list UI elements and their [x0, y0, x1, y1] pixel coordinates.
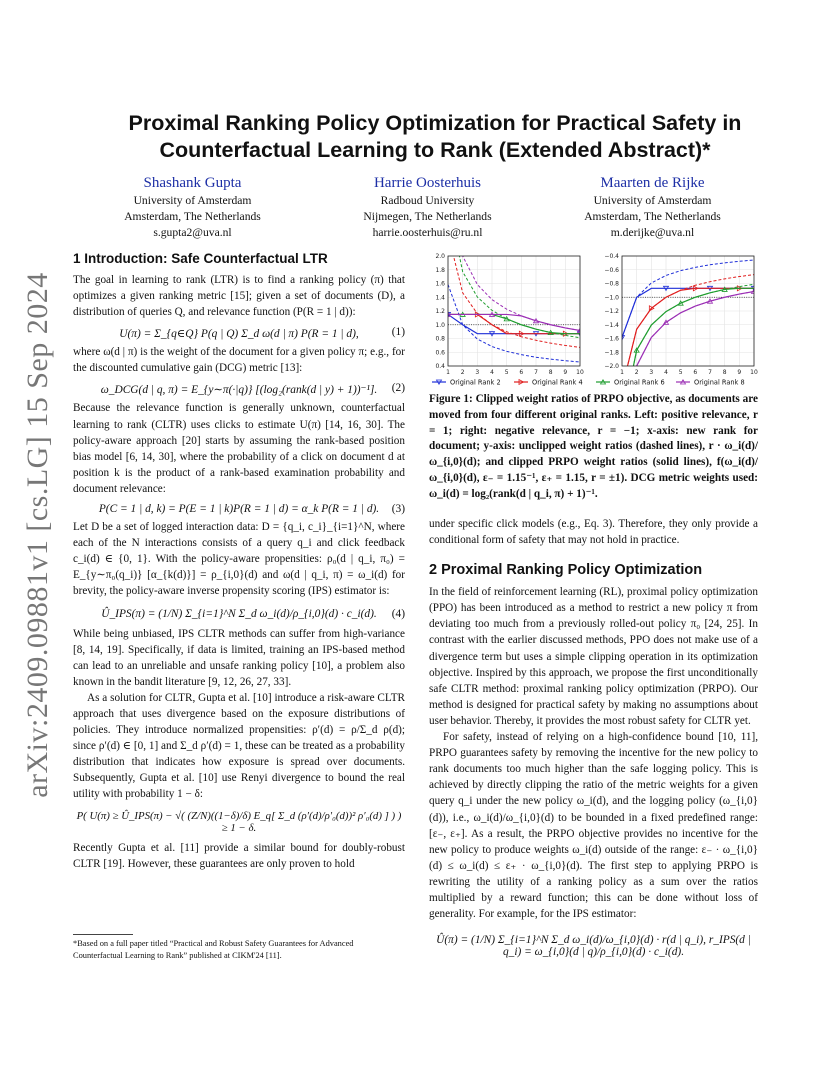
- series-unclipped-line: [448, 285, 580, 362]
- series-clipped-line: [448, 314, 580, 333]
- y-tick-label: −1.0: [604, 294, 619, 302]
- footnote: *Based on a full paper titled “Practical and Robust Safety Guarantees for Advanced Counterfactual Learning to Rank” published at CIKM'24 [11].: [73, 939, 354, 960]
- paragraph: where ω(d | π) is the weight of the document for a given policy π; e.g., for the discounted cumulative gain (DCG) metric [13]:: [73, 346, 405, 375]
- series-clipped-line: [448, 314, 580, 333]
- x-tick-label: 7: [534, 369, 538, 376]
- equation-5: P( U(π) ≥ Û_IPS(π) − √( (Z/N)((1−δ)/δ) E_q[ Σ_d (ρ′(d)/ρ′₀(d))² ρ′₀(d) ] ) ) ≥ 1 − δ.: [76, 809, 402, 834]
- y-tick-label: −0.4: [604, 253, 619, 260]
- author-name[interactable]: Shashank Gupta: [143, 175, 242, 191]
- author-email[interactable]: s.gupta2@uva.nl: [153, 226, 232, 239]
- equation-6: Û(π) = (1/N) Σ_{i=1}^N Σ_d ω_i(d)/ω_{i,0}(d) · r(d | q_i), r_IPS(d | q_i) = ω_{i,0}(d | q)/ρ_{i,0}(d) · c_i(d).: [436, 934, 751, 959]
- y-tick-label: 0.8: [435, 335, 445, 343]
- author-block-3: [555, 175, 750, 241]
- y-tick-label: −2.0: [604, 363, 619, 370]
- y-tick-label: 1.4: [435, 294, 445, 302]
- paper-title: Proximal Ranking Policy Optimization for Practical Safety in Counterfactual Learning to Rank (Extended Abstract)*: [128, 111, 742, 162]
- series-unclipped-line: [622, 260, 754, 337]
- x-tick-label: 10: [750, 369, 758, 376]
- y-tick-label: −1.4: [604, 321, 619, 329]
- paragraph: As a solution for CLTR, Gupta et al. [10] introduce a risk-aware CLTR approach that uses divergence based on the exposure distributions of policies. They introduce normalized propensities: ρ′(d) = ρ/Σ_d ρ(d); since ρ′(d) ∈ [0, 1] and Σ_d ρ′(d) = 1, these can be treated as a probability distribution that indicates how exposure is spread over documents. Subsequently, Gupta et al. [10] use Renyi divergence to bound the real utility with probability 1 − δ:: [73, 691, 405, 801]
- series-unclipped-line: [448, 250, 580, 331]
- equation-number: (3): [391, 503, 405, 516]
- author-email[interactable]: harrie.oosterhuis@ru.nl: [372, 226, 483, 239]
- x-tick-label: 6: [693, 369, 698, 376]
- x-tick-label: 3: [475, 369, 480, 376]
- y-tick-label: 1.2: [435, 308, 445, 315]
- right-plot-negative-relevance: [604, 253, 758, 390]
- author-block-2: [330, 175, 525, 241]
- x-tick-label: 5: [504, 369, 509, 376]
- equation-number: (4): [391, 607, 405, 620]
- legend-label: Original Rank 6: [614, 378, 665, 387]
- equation-4: [73, 608, 405, 620]
- right-column: [429, 516, 758, 958]
- x-tick-label: 9: [737, 369, 742, 376]
- arxiv-id: arXiv:2409.09881v1 [cs.LG] 15 Sep 2024: [21, 272, 54, 798]
- equation-body: P(C = 1 | d, k) = P(E = 1 | k)P(R = 1 | d) = α_k P(R = 1 | d).: [98, 503, 380, 516]
- x-tick-label: 9: [563, 369, 568, 376]
- section-2-heading: 2 Proximal Ranking Policy Optimization: [429, 562, 703, 579]
- y-tick-label: −1.8: [604, 349, 619, 357]
- x-tick-label: 8: [548, 369, 553, 376]
- x-tick-label: 2: [460, 369, 465, 376]
- paragraph: Because the relevance function is generally unknown, counterfactual learning to rank (CLTR) uses clicks to estimate U(π) [14, 16, 30]. The policy-aware approach [20] starts by assuming the rank-based position bias model [6, 14, 30], where the probability of a click on document d at position k is the product of a rank-based examination probability and document relevance:: [73, 402, 405, 495]
- legend-label: Original Rank 2: [450, 378, 501, 387]
- y-tick-label: 0.4: [435, 363, 445, 370]
- equation-2: [73, 382, 405, 396]
- legend-label: Original Rank 4: [532, 378, 583, 387]
- paragraph: Recently Gupta et al. [11] provide a similar bound for doubly-robust CLTR [19]. However, these guarantees are only proven to hold: [73, 841, 405, 870]
- figure-1-plots: [426, 250, 758, 390]
- author-affiliation: University of Amsterdam: [593, 194, 712, 207]
- paragraph: Let D be a set of logged interaction data: D = {q_i, c_i}_{i=1}^N, where each of the N interactions consists of a query q_i and click feedback c_i(d) ∈ {0, 1}. With the policy-aware propensities: ρ₀(d | q_i, π₀) = E_{y∼π₀(q_i)} [α_{k(d)}] = ρ_{i,0}(d) and ω(d | q_i, π) = ω_i(d) for brevity, the policy-aware inverse propensity scoring (IPS) estimator is:: [73, 521, 405, 598]
- paragraph: For safety, instead of relying on a high-confidence bound [10, 11], PRPO guarantees safety by removing the incentive for the new policy to rank documents too much higher than the safe logging policy. This is achieved by directly clipping the ratio of the metric weights for a given query q_i under the new policy ω_i(d), and the logging policy (ω_{i,0}(d)), i.e., ω_i(d)/ω_{i,0}(d) to be bounded in a fixed predefined range: [ε₋, ε₊]. As a result, the PRPO objective provides no incentive for the new policy to produce weights ω_i(d) outside of the range: ε₋ · ω_{i,0}(d) ≤ ω_i(d) ≤ ε₊ · ω_{i,0}(d). The first step to applying PRPO is rewriting the utility of a ranking policy as a sum over the ratios multiplied by a reward function; this can be done without loss of generality. For example, for the IPS estimator:: [429, 731, 758, 921]
- y-tick-label: 2.0: [435, 253, 445, 260]
- equation-body: ω_DCG(d | q, π) = E_{y∼π(·|q)} [(log₂(rank(d | y) + 1))⁻¹].: [100, 384, 378, 397]
- y-tick-label: −0.6: [604, 266, 619, 274]
- x-tick-label: 1: [446, 369, 450, 376]
- x-tick-label: 2: [634, 369, 639, 376]
- y-tick-label: −1.6: [604, 335, 619, 343]
- x-tick-label: 1: [620, 369, 624, 376]
- author-affiliation: University of Amsterdam: [133, 194, 252, 207]
- equation-number: (1): [391, 326, 405, 339]
- x-tick-label: 6: [519, 369, 524, 376]
- author-location: Nijmegen, The Netherlands: [363, 210, 492, 223]
- footnote-rule: [73, 934, 133, 935]
- y-tick-label: 1.6: [435, 280, 445, 288]
- series-clipped-line: [622, 288, 754, 390]
- paragraph: under specific click models (e.g., Eq. 3). Therefore, they only provide a conditional form of safety that may not hold in practice.: [429, 518, 758, 547]
- author-email[interactable]: m.derijke@uva.nl: [610, 226, 695, 239]
- y-tick-label: 1.0: [435, 321, 445, 329]
- series-clipped-line: [448, 314, 580, 333]
- equation-body: U(π) = Σ_{q∈Q} P(q | Q) Σ_d ω(d | π) P(R = 1 | d),: [119, 328, 359, 341]
- figure-1-caption: Figure 1: Clipped weight ratios of PRPO objective, as documents are moved from four different original ranks. Left: positive relevance, r = 1; right: negative relevance, r = −1; x-axis: new rank for document; y-axis: unclipped weight ratios (dashed lines), r · ω_i(d)/ω_{i,0}(d); and clipped PRPO weight ratios (solid lines), f(ω_i(d)/ω_{i,0}(d), ε₋ = 1.15⁻¹, ε₊ = 1.15, r = ±1). DCG metric weights used: ω_i(d) = log₂(rank(d | q_i, π) + 1)⁻¹.: [429, 393, 758, 500]
- figure-legend: [432, 378, 745, 386]
- x-tick-label: 7: [708, 369, 712, 376]
- left-plot-positive-relevance: [435, 250, 584, 376]
- equation-3: [73, 503, 405, 515]
- author-block-1: [95, 175, 290, 241]
- y-tick-label: −0.8: [604, 280, 619, 288]
- author-location: Amsterdam, The Netherlands: [124, 210, 261, 223]
- equation-number: (2): [391, 382, 405, 395]
- figure-1: [426, 250, 758, 390]
- y-tick-label: 1.8: [435, 266, 445, 274]
- x-tick-label: 4: [490, 369, 494, 376]
- x-tick-label: 10: [576, 369, 584, 376]
- arxiv-sidebar-stamp: [18, 272, 58, 798]
- paragraph: While being unbiased, IPS CLTR methods can suffer from high-variance [8, 14, 19]. Specifically, if data is limited, training an IPS-based method can lead to an unreliable and unsafe ranking policy [10], a problem also known in the bandit literature [9, 12, 26, 27, 33].: [73, 627, 405, 688]
- x-tick-label: 3: [649, 369, 654, 376]
- x-tick-label: 5: [678, 369, 683, 376]
- section-1-heading: 1 Introduction: Safe Counterfactual LTR: [73, 251, 328, 266]
- x-tick-label: 8: [722, 369, 727, 376]
- series-layer: [446, 250, 583, 362]
- left-column: [73, 251, 405, 872]
- equation-body: Û_IPS(π) = (1/N) Σ_{i=1}^N Σ_d ω_i(d)/ρ_{i,0}(d) · c_i(d).: [101, 607, 377, 620]
- y-tick-label: −1.2: [604, 308, 619, 315]
- author-name[interactable]: Harrie Oosterhuis: [373, 175, 482, 191]
- y-tick-label: 0.6: [435, 349, 445, 357]
- paragraph: In the field of reinforcement learning (RL), proximal policy optimization (PPO) has been introduced as a method to restrict a new policy π from deviating too much from a previously rolled-out policy π₀ [24, 25]. In contrast with the earlier discussed methods, PPO does not make use of a divergence term but uses a simple clipping operation in its optimization objective. Inspired by this approach, we propose the first unconditionally safe CLTR method: proximal ranking policy optimization (PRPO). Our method is designed for practical safety by making no assumptions about user behavior. Thereby, it provides the most robust safety for CLTR yet.: [429, 586, 758, 727]
- author-affiliation: Radboud University: [380, 194, 475, 207]
- paragraph: The goal in learning to rank (LTR) is to find a ranking policy (π) that optimizes a given ranking metric [15]; given a set of documents (D), a distribution of queries Q, and relevance function (P(R = 1 | d)):: [73, 274, 405, 319]
- legend-label: Original Rank 8: [694, 378, 745, 387]
- x-tick-label: 4: [664, 369, 668, 376]
- equation-1: [73, 326, 405, 340]
- author-location: Amsterdam, The Netherlands: [584, 210, 721, 223]
- author-name[interactable]: Maarten de Rijke: [600, 175, 705, 191]
